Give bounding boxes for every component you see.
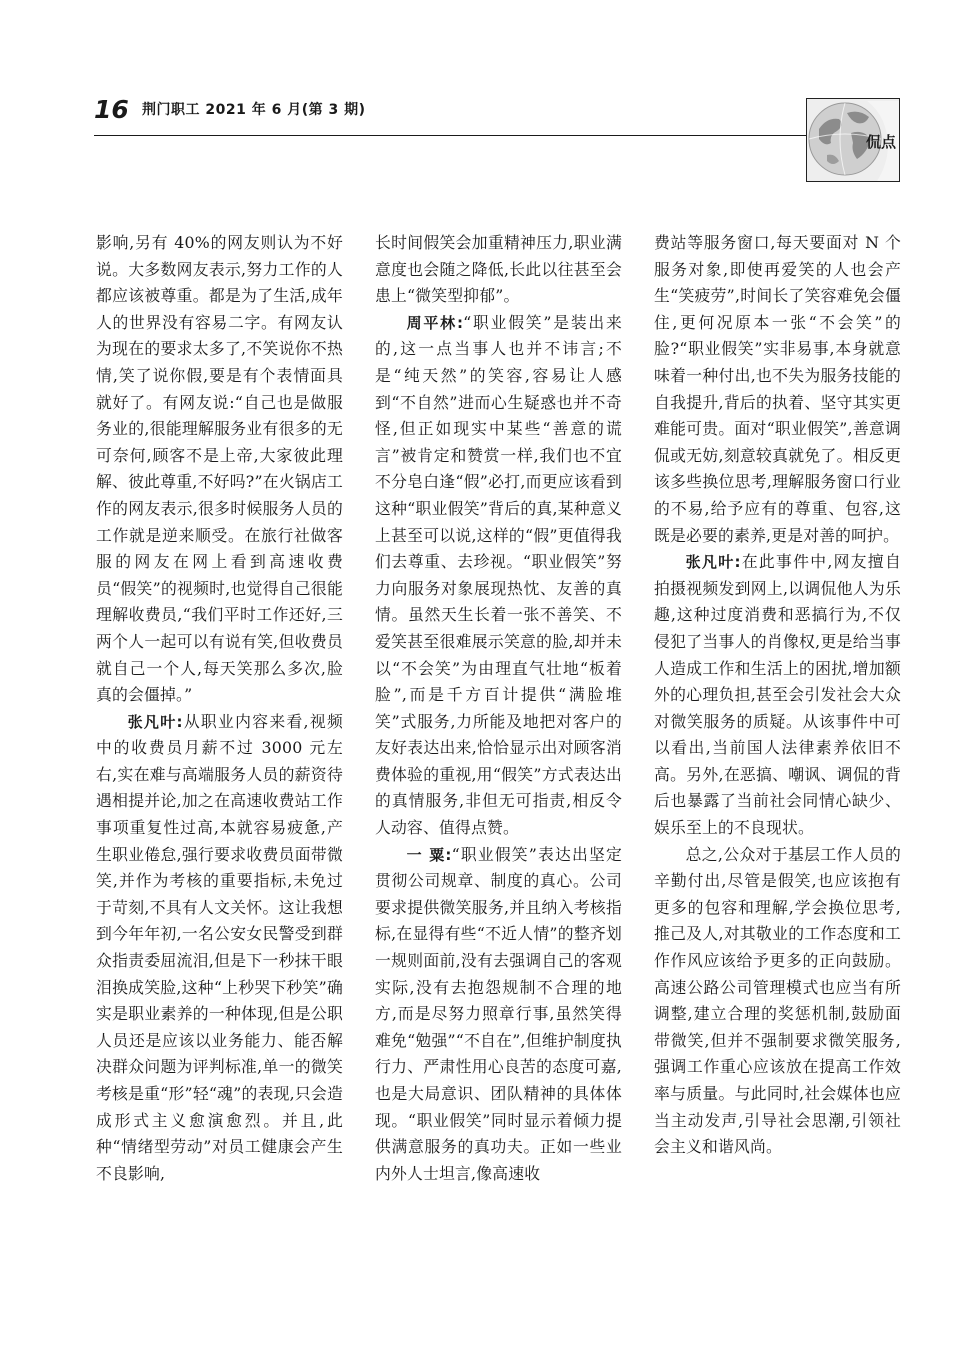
paragraph-text: 在此事件中,网友擅自拍摄视频发到网上,以调侃他人为乐趣,这种过度消费和恶搞行为,不仅侵犯了当事人的肖像权,更是给当事人造成工作和生活上的困扰,增加额外的心理负担,甚至会引发社会大众对微笑服务的质疑。从该事件中可以看出,当前国人法律素养依旧不高。另外,在恶搞、嘲讽、调侃的背后也暴露了当前社会同情心缺少、娱乐至上的不良现状。 [654,552,901,838]
paragraph-text: 从职业内容来看,视频中的收费员月薪不过 3000 元左右,实在难与高端服务人员的薪资待遇相提并论,加之在高速收费站工作事项重复性过高,本就容易疲惫,产生职业倦怠,强行要求收费员面带微笑,并作为考核的重要指标,未免过于苛刻,不具有人文关怀。这让我想到今年年初,一名公安女民警受到群众指责委屈流泪,但是下一秒抹干眼泪换成笑脸,这种“上秒哭下秒笑”确实是职业素养的一种体现,但是公职人员还是应该以业务能力、能否解决群众问题为评判标准,单一的微笑考核是重“形”轻“魂”的表现,只会造成形式主义愈演愈烈。并且,此种“情绪型劳动”对员工健康会产生不良影响, [96,711,343,1183]
text-column-3 [654,230,901,1161]
speaker-name: 周平林: [406,313,464,332]
paragraph [375,842,622,1188]
text-column-1 [96,230,343,1187]
paragraph: 长时间假笑会加重精神压力,职业满意度也会随之降低,长此以往甚至会患上“微笑型抑郁”。 [375,233,622,306]
header-rule [94,135,806,136]
paragraph-text: “职业假笑”表达出坚定贯彻公司规章、制度的真心。公司要求提供微笑服务,并且纳入考核指标,在显得有些“不近人情”的整齐划一规则面前,没有去强调自己的客观实际,没有去抱怨规制不合理的地方,而是尽努力照章行事,虽然笑得难免“勉强”“不自在”,但维护制度执行力、严肃性用心良苦的态度可嘉,也是大局意识、团队精神的具体体现。“职业假笑”同时显示着倾力提供满意服务的真功夫。正如一些业内外人士坦言,像高速收 [375,844,622,1183]
paragraph-text: “职业假笑”是装出来的,这一点当事人也并不讳言;不是“纯天然”的笑容,容易让人感到“不自然”进而心生疑惑也并不奇怪,但正如现实中某些“善意的谎言”被肯定和赞赏一样,我们也不宜不分皂白逢“假”必打,而更应该看到这种“职业假笑”背后的真,某种意义上甚至可以说,这样的“假”更值得我们去尊重、去珍视。“职业假笑”努力向服务对象展现热忱、友善的真情。虽然天生长着一张不善笑、不爱笑甚至很难展示笑意的脸,却并未以“不会笑”为由理直气壮地“板着脸”,而是千方百计提供“满脸堆笑”式服务,力所能及地把对客户的友好表达出来,恰恰显示出对顾客消费体验的重视,用“假笑”方式表达出的真情服务,非但无可指责,相反令人动容、值得点赞。 [375,312,622,838]
section-badge-label: 侃点 [866,133,897,151]
text-column-2 [375,230,622,1187]
paragraph: 影响,另有 40%的网友则认为不好说。大多数网友表示,努力工作的人都应该被尊重。都是为了生活,成年人的世界没有容易二字。有网友认为现在的要求太多了,不笑说你不热情,笑了说你假,要是有个表情面具就好了。有网友说:“自己也是做服务业的,很能理解服务业有很多的无可奈何,顾客不是上帝,大家彼此理解、彼此尊重,不好吗?”在火锅店工作的网友表示,很多时候服务人员的工作就是逆来顺受。在旅行社做客服的网友在网上看到高速收费员“假笑”的视频时,也觉得自己很能理解收费员,“我们平时工作还好,三两个人一起可以有说有笑,但收费员就自己一个人,每天笑那么多次,脸真的会僵掉。” [96,233,343,705]
speaker-name: 张凡叶: [685,553,741,572]
paragraph [654,549,901,842]
speaker-name: 张凡叶: [127,712,183,731]
paragraph: 总之,公众对于基层工作人员的辛勤付出,尽管是假笑,也应该抱有更多的包容和理解,学会换位思考,推己及人,对其敬业的工作态度和工作作风应该给予更多的正向鼓励。高速公路公司管理模式也应当有所调整,建立合理的奖惩机制,鼓励面带微笑,但并不强制要求微笑服务,强调工作重心应该放在提高工作效率与质量。与此同时,社会媒体也应当主动发声,引导社会思潮,引领社会主义和谐风尚。 [654,844,901,1157]
paragraph [375,310,622,842]
speaker-name: 一 粟: [406,845,452,864]
paragraph: 费站等服务窗口,每天要面对 N 个服务对象,即使再爱笑的人也会产生“笑疲劳”,时间长了笑容难免会僵住,更何况原本一张“不会笑”的脸?“职业假笑”实非易事,本身就意味着一种付出,也不失为服务技能的自我提升,背后的执着、坚守其实更难能可贵。面对“职业假笑”,善意调侃或无妨,刻意较真就免了。相反更该多些换位思考,理解服务窗口行业的不易,给予应有的尊重、包容,这既是必要的素养,更是对善的呵护。 [654,233,901,545]
paragraph [96,709,343,1188]
page-number: 16 [94,95,129,124]
journal-issue-line: 荆门职工 2021 年 6 月(第 3 期) [142,102,366,118]
